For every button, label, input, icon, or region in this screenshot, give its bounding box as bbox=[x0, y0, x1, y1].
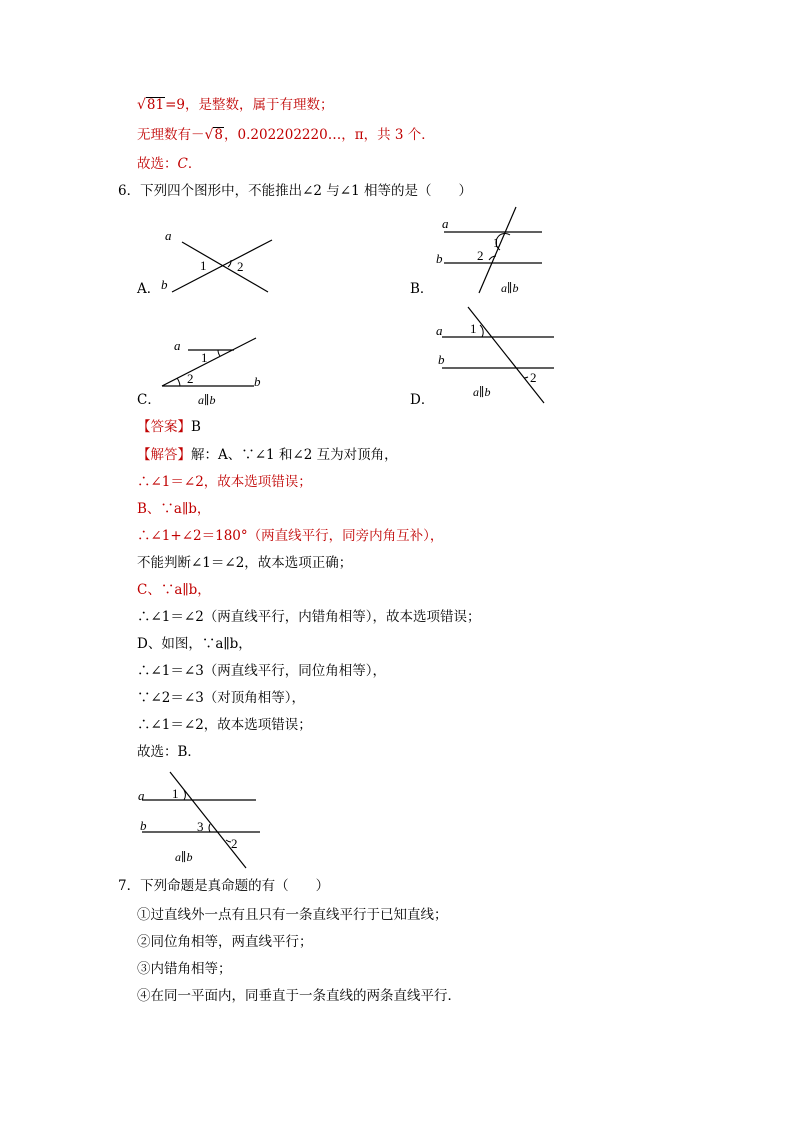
radical-sign: √ bbox=[204, 127, 214, 143]
solution-text: ． bbox=[187, 156, 202, 172]
label-angle-2: 2 bbox=[237, 259, 244, 274]
label-angle-2: 2 bbox=[530, 370, 537, 385]
analysis-line-10: ∵∠2＝∠3（对顶角相等）， bbox=[137, 690, 306, 706]
line-a bbox=[182, 242, 268, 292]
answer-choice: C bbox=[177, 156, 188, 172]
option-a-label: A． bbox=[137, 281, 161, 297]
figure-d bbox=[432, 305, 558, 405]
angle-arc-1 bbox=[218, 350, 220, 356]
label-angle-1: 1 bbox=[172, 786, 179, 801]
label-a: a bbox=[174, 338, 181, 353]
analysis-text: 解：A、∵∠1 和∠2 互为对顶角， bbox=[191, 447, 398, 463]
figure-a bbox=[158, 222, 284, 302]
separator: ， bbox=[224, 127, 238, 143]
analysis-line-6: C、∵a∥b， bbox=[137, 582, 211, 598]
analysis-label: 【解答】 bbox=[137, 447, 191, 463]
question-7-item-4: ④在同一平面内，同垂直于一条直线的两条直线平行． bbox=[137, 988, 461, 1004]
answer-label: 【答案】 bbox=[137, 419, 191, 435]
label-angle-2: 2 bbox=[187, 371, 194, 386]
answer-value: B bbox=[191, 419, 201, 435]
angle-arc-1 bbox=[184, 790, 185, 800]
label-b: b bbox=[161, 277, 168, 292]
angle-arc bbox=[228, 260, 231, 267]
angle-arc-2 bbox=[177, 378, 180, 386]
solution-line-1 bbox=[137, 96, 334, 114]
option-c-label: C． bbox=[137, 392, 161, 408]
label-b: b bbox=[436, 251, 443, 266]
decimal-number: 0.202202220… bbox=[237, 127, 342, 143]
label-b: b bbox=[254, 374, 261, 389]
radicand: 81 bbox=[146, 97, 165, 113]
option-d-label: D． bbox=[410, 392, 435, 408]
angle-arc-3 bbox=[209, 824, 210, 832]
label-a: a bbox=[436, 323, 443, 338]
parallel-caption: a∥b bbox=[175, 850, 193, 864]
analysis-line-3: B、∵a∥b， bbox=[137, 501, 211, 517]
separator: ， bbox=[341, 127, 355, 143]
solution-line-3 bbox=[137, 155, 201, 173]
question-7-item-2: ②同位角相等，两直线平行； bbox=[137, 934, 313, 950]
radical-sign: √ bbox=[137, 97, 146, 113]
analysis-line-4: ∴∠1+∠2＝180°（两直线平行，同旁内角互补）， bbox=[137, 528, 444, 544]
angle-arc-2 bbox=[524, 377, 528, 378]
angle-arc-2 bbox=[489, 256, 496, 260]
analysis-line-12: 故选：B． bbox=[137, 744, 201, 760]
analysis-line-11: ∴∠1＝∠2，故本选项错误； bbox=[137, 717, 312, 733]
parallel-caption: a∥b bbox=[198, 393, 216, 407]
analysis-line-8: D、如图，∵a∥b， bbox=[137, 636, 252, 652]
solution-text: 故选： bbox=[137, 156, 178, 172]
analysis-line-5: 不能判断∠1＝∠2，故本选项正确； bbox=[137, 555, 353, 571]
pi-symbol: π bbox=[354, 127, 364, 143]
line-b bbox=[172, 240, 272, 292]
label-b: b bbox=[140, 818, 147, 833]
question-7-item-3: ③内错角相等； bbox=[137, 961, 232, 977]
question-6-stem: 6．下列四个图形中，不能推出∠2 与∠1 相等的是（ ） bbox=[118, 183, 472, 199]
solution-text: 无理数有－ bbox=[137, 127, 205, 143]
option-b-label: B． bbox=[410, 281, 434, 297]
figure-c bbox=[158, 330, 284, 410]
analysis-line-1 bbox=[137, 446, 398, 464]
label-angle-3: 3 bbox=[197, 819, 204, 834]
label-angle-2: 2 bbox=[231, 836, 238, 851]
solution-line-2 bbox=[137, 126, 435, 144]
label-angle-1: 1 bbox=[200, 258, 207, 273]
label-angle-2: 2 bbox=[477, 248, 484, 263]
question-7-item-1: ①过直线外一点有且只有一条直线平行于已知直线； bbox=[137, 907, 448, 923]
label-b: b bbox=[438, 352, 445, 367]
label-a: a bbox=[442, 216, 449, 231]
parallel-caption: a∥b bbox=[501, 281, 519, 295]
label-angle-1: 1 bbox=[470, 321, 477, 336]
analysis-line-9: ∴∠1＝∠3（两直线平行，同位角相等）， bbox=[137, 663, 387, 679]
figure-b bbox=[432, 205, 554, 297]
analysis-line-7: ∴∠1＝∠2（两直线平行，内错角相等），故本选项错误； bbox=[137, 609, 481, 625]
label-a: a bbox=[165, 228, 172, 243]
answer-line bbox=[137, 418, 201, 436]
solution-text: ，共 3 个． bbox=[363, 127, 435, 143]
figure-e bbox=[134, 770, 270, 870]
solution-text: =9，是整数，属于有理数； bbox=[165, 97, 334, 113]
angle-arc-1 bbox=[480, 325, 483, 337]
label-a: a bbox=[138, 788, 145, 803]
radicand: 8 bbox=[214, 127, 224, 143]
parallel-caption: a∥b bbox=[473, 385, 491, 399]
analysis-line-2: ∴∠1＝∠2，故本选项错误； bbox=[137, 474, 312, 490]
label-angle-1: 1 bbox=[493, 235, 500, 250]
label-angle-1: 1 bbox=[201, 350, 208, 365]
question-7-stem: 7．下列命题是真命题的有（ ） bbox=[118, 878, 330, 894]
